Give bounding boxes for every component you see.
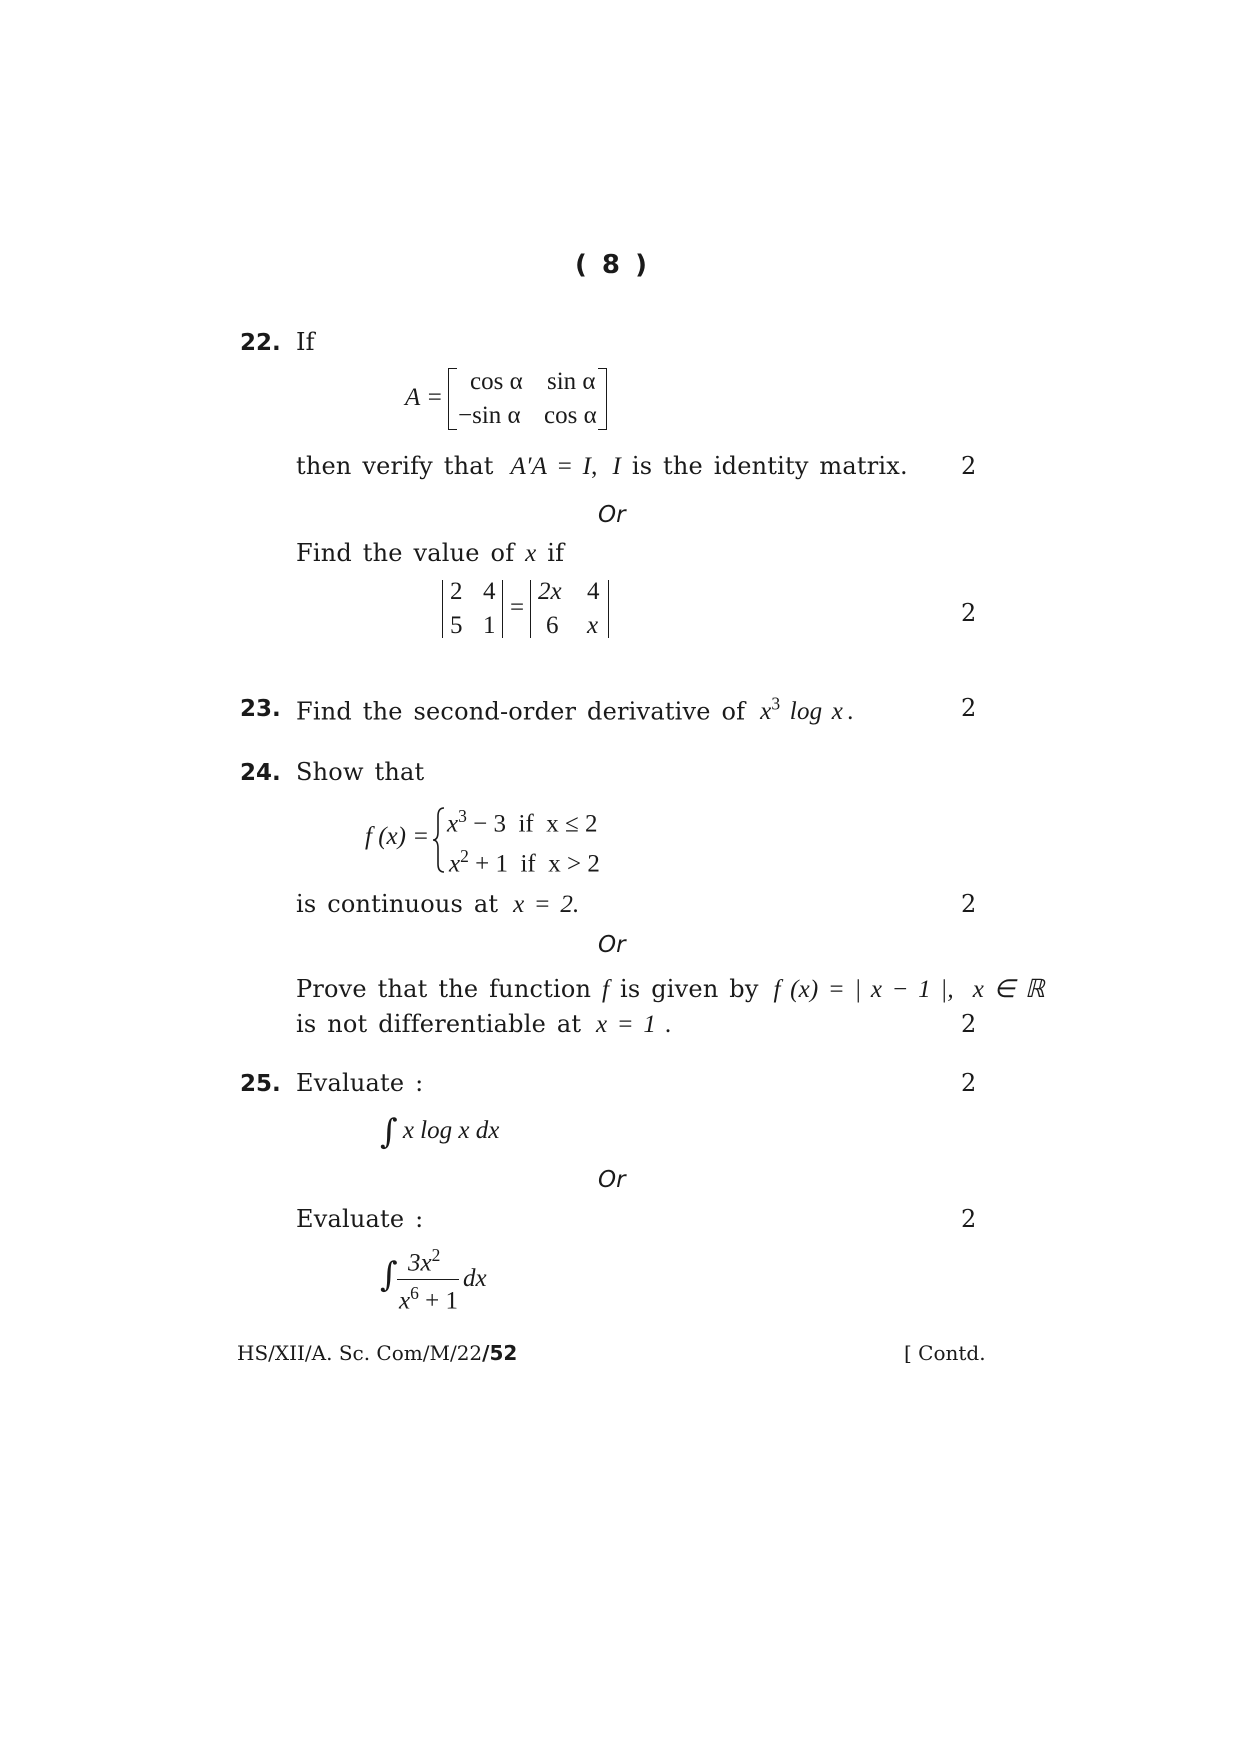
q23-base: x	[760, 698, 772, 726]
q25-alt-marks: 2	[961, 1205, 977, 1233]
q25-marks: 2	[961, 1069, 977, 1097]
q25-num-coef: 3x	[408, 1249, 432, 1277]
q25-integral	[380, 1112, 499, 1152]
q22-or: Or	[598, 502, 626, 528]
q23-tail: log x	[780, 698, 844, 726]
det-left-bar-2	[502, 580, 503, 638]
q24-case-2	[449, 846, 600, 878]
q24-case-1	[447, 806, 597, 838]
q25-number: 25.	[240, 1071, 281, 1097]
q24-case1-rest: − 3 if x ≤ 2	[466, 810, 598, 838]
q24-alt-line2-pre: is not differentiable at	[296, 1010, 582, 1038]
det-equals: =	[510, 594, 525, 621]
q22-statement	[296, 452, 908, 481]
q23-marks: 2	[961, 694, 977, 722]
q25-intro: Evaluate :	[296, 1069, 424, 1097]
q22-matrix-a12: sin α	[547, 368, 596, 395]
q25-fraction-bar	[397, 1279, 459, 1280]
q24-cont-math: x = 2.	[513, 891, 580, 918]
q24-alt-line-2	[296, 1010, 672, 1039]
q22-matrix-lhs	[405, 384, 443, 412]
q23-exp: 3	[771, 694, 781, 714]
q24-alt-line-1	[296, 974, 1045, 1004]
q22-statement-comma: ,	[591, 453, 598, 480]
q22-statement-math: A′A = I	[510, 453, 592, 480]
q25-alt-numerator	[408, 1245, 440, 1277]
q25-num-exp: 2	[431, 1245, 441, 1265]
q23-text: Find the second-order derivative of	[296, 697, 746, 726]
q24-fx: f (x) =	[365, 823, 430, 850]
q24-marks: 2	[961, 890, 977, 918]
det-left-bar-1	[442, 580, 443, 638]
q24-alt-line2-math: x = 1 .	[596, 1011, 672, 1038]
page-number: ( 8 )	[575, 250, 647, 280]
q24-continuity-line	[296, 890, 579, 919]
footer-code-bold: /52	[482, 1341, 518, 1365]
det-right-bar-2	[608, 580, 609, 638]
q25-integrand: x log x dx	[402, 1117, 500, 1144]
q22-matrix-a11: cos α	[470, 368, 523, 395]
q24-case2-base: x	[449, 850, 461, 878]
q25-den-rest: + 1	[418, 1287, 458, 1315]
q24-cont-pre: is continuous at	[296, 890, 499, 918]
q24-case2-exp: 2	[460, 846, 469, 866]
q24-number: 24.	[240, 760, 281, 786]
q24-intro: Show that	[296, 758, 425, 786]
q23-question	[296, 694, 854, 726]
footer-paper-code	[237, 1341, 517, 1365]
det-left-a11: 2	[450, 578, 463, 605]
q23-number: 23.	[240, 696, 281, 722]
det-left-a21: 5	[450, 612, 463, 639]
q22-statement-post: is the identity matrix.	[631, 452, 908, 480]
footer-contd: [ Contd.	[904, 1341, 986, 1365]
q25-alt-intro: Evaluate :	[296, 1205, 424, 1233]
q22-statement-pre: then verify that	[296, 452, 494, 480]
q22-statement-i: I	[612, 453, 621, 480]
q25-alt-dx: dx	[463, 1265, 487, 1292]
q22-number: 22.	[240, 330, 281, 356]
q24-case1-base: x	[447, 810, 459, 838]
q25-den-base: x	[399, 1287, 411, 1315]
det-left-a12: 4	[483, 578, 496, 605]
q25-integral-sign: ∫	[380, 1112, 398, 1152]
q24-alt-line1-pre: Prove that the function	[296, 975, 592, 1003]
det-right-a22: x	[587, 612, 599, 639]
det-right-a12: 4	[587, 578, 600, 605]
det-right-a21: 6	[546, 612, 559, 639]
q24-case1-exp: 3	[458, 806, 467, 826]
q22-marks: 2	[961, 452, 977, 480]
q24-or: Or	[598, 932, 626, 958]
q25-alt-integral-sign: ∫	[380, 1255, 398, 1295]
q22-alt-pre: Find the value of	[296, 539, 515, 567]
q22-intro: If	[296, 328, 315, 356]
q24-curly-brace	[432, 806, 446, 874]
q22-alt-var: x	[525, 540, 537, 567]
det-right-bar-1	[530, 580, 531, 638]
q22-matrix-right-bracket	[598, 368, 607, 430]
det-right-a11: 2x	[538, 578, 562, 605]
q24-alt-line1-mid: is given by	[620, 975, 759, 1003]
q25-or: Or	[598, 1167, 626, 1193]
q22-alt-post: if	[547, 539, 565, 567]
q23-dot: .	[847, 698, 854, 726]
q24-alt-marks: 2	[961, 1010, 977, 1038]
q24-alt-line1-math: f (x) = | x − 1 |, x ∈ ℝ	[773, 976, 1045, 1003]
q24-case2-rest: + 1 if x > 2	[468, 850, 600, 878]
q22-matrix-a22: cos α	[544, 402, 597, 429]
q25-den-exp: 6	[410, 1283, 419, 1303]
q23-expression	[760, 694, 854, 726]
q24-alt-f: f	[602, 976, 610, 1003]
q25-alt-denominator	[399, 1283, 458, 1315]
q22-matrix-left-bracket	[448, 368, 457, 430]
q22-alt-question	[296, 539, 564, 568]
footer-code: HS/XII/A. Sc. Com/M/22	[237, 1341, 483, 1365]
q22-alt-marks: 2	[961, 599, 977, 627]
det-left-a22: 1	[483, 612, 496, 639]
q22-matrix-a21: −sin α	[458, 402, 521, 429]
q22-matrix-lhs-text: A =	[405, 384, 443, 411]
